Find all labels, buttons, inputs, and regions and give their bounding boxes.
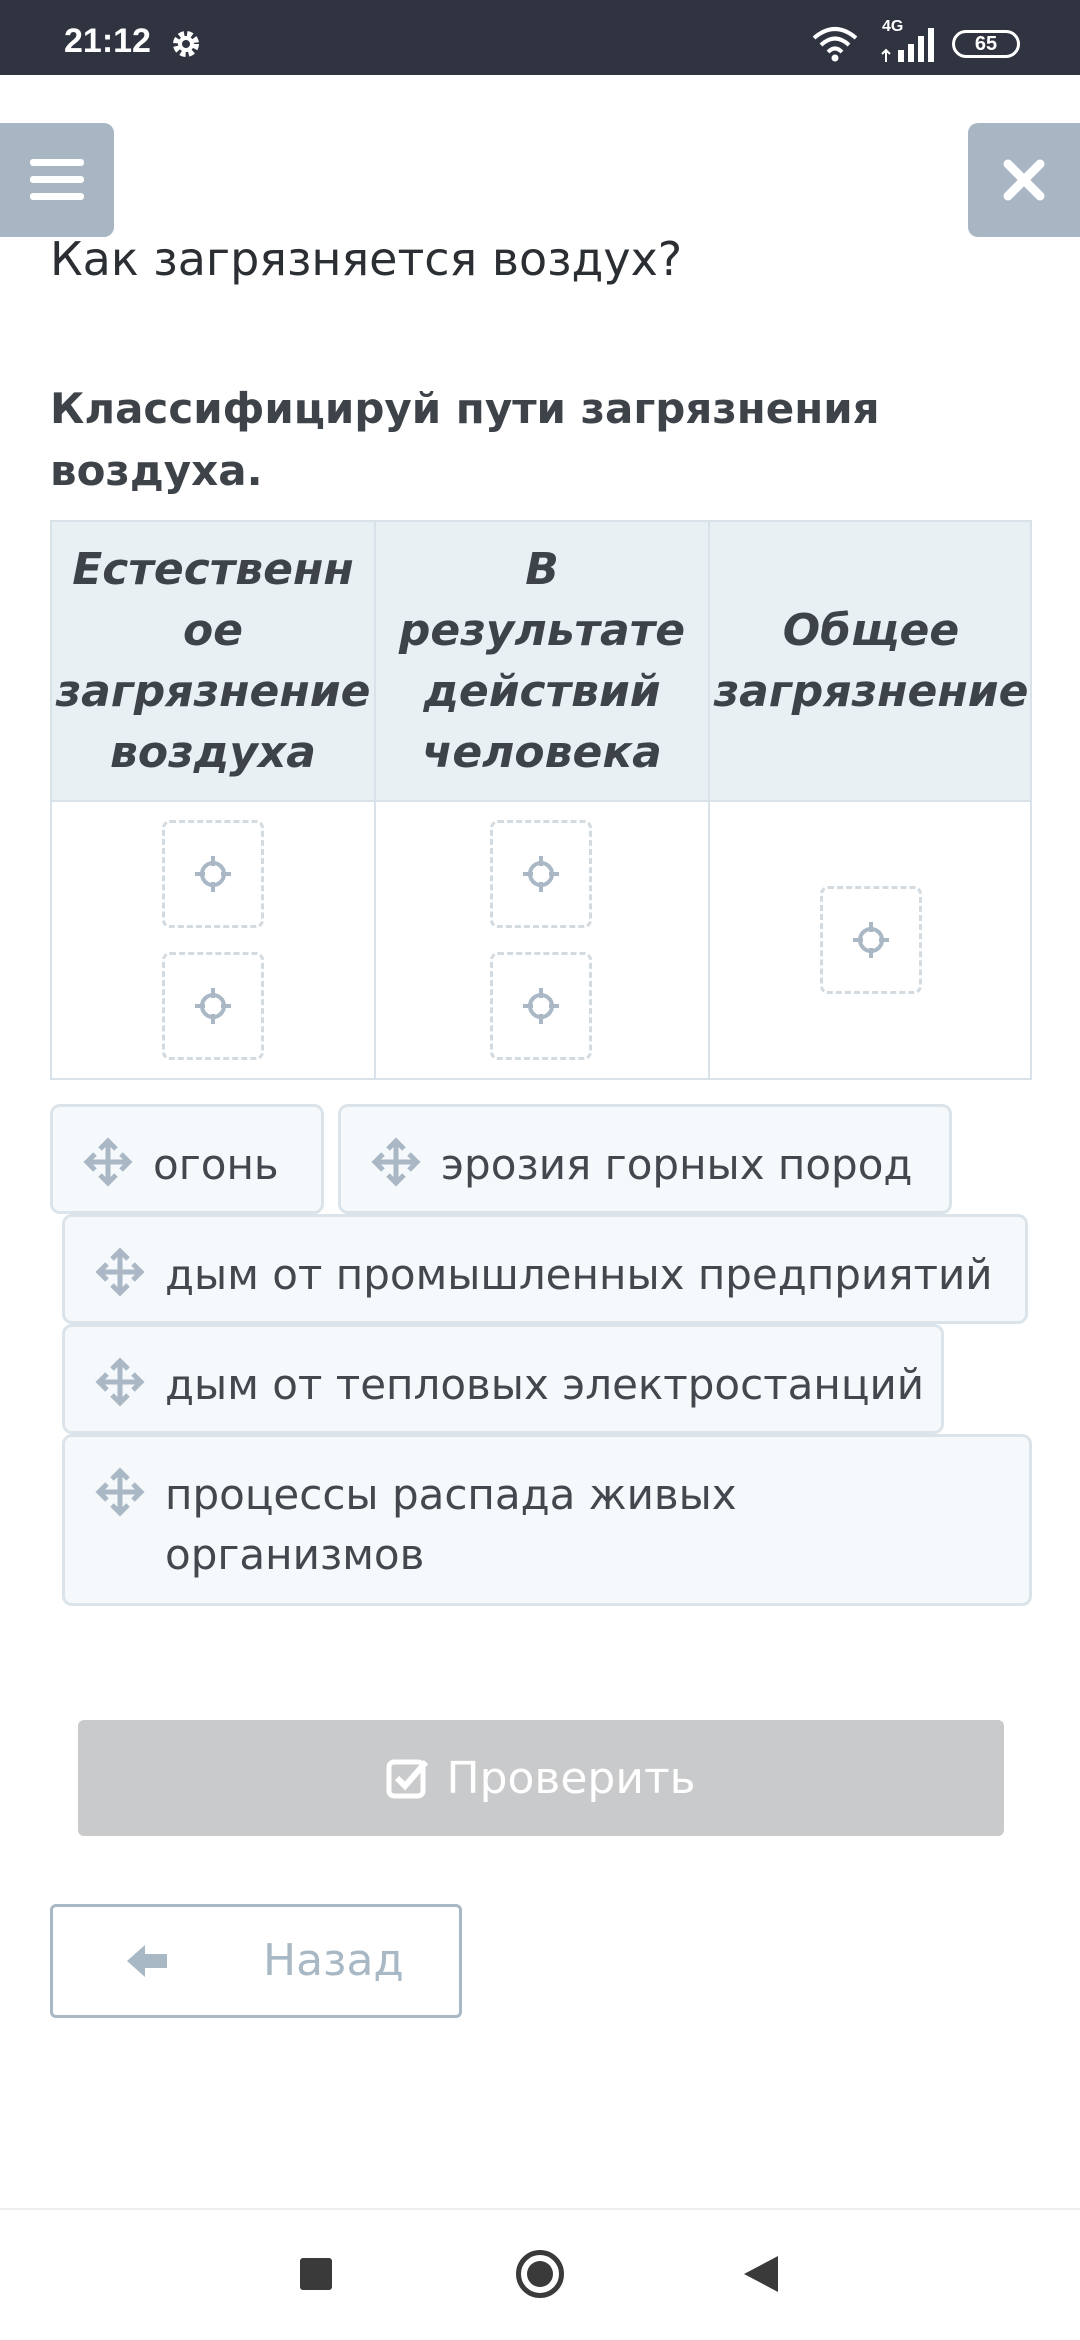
target-icon [521, 986, 561, 1026]
signal-icon [880, 22, 940, 64]
drag-item-rock-erosion[interactable] [338, 1104, 952, 1214]
check-button-label: Проверить [446, 1752, 696, 1804]
check-button[interactable] [78, 1720, 1004, 1836]
drop-slot[interactable] [162, 952, 264, 1060]
drag-item-label: огонь [153, 1140, 279, 1189]
gear-icon [170, 28, 202, 60]
move-icon [95, 1467, 145, 1517]
target-icon [851, 920, 891, 960]
drag-item-label: дым от промышленных предприятий [165, 1250, 993, 1299]
drop-slot[interactable] [820, 886, 922, 994]
drag-item-decay-processes[interactable] [62, 1434, 1032, 1606]
drag-item-label: процессы распада живых организмов [165, 1470, 737, 1579]
column-header-common: Общее загрязнение [713, 605, 1029, 717]
nav-back-icon[interactable] [742, 2254, 780, 2294]
target-icon [193, 854, 233, 894]
column-header-natural: Естественн ое загрязнение воздуха [55, 544, 371, 778]
status-bar [0, 0, 1080, 75]
target-icon [193, 986, 233, 1026]
arrow-left-icon [123, 1937, 171, 1985]
move-icon [83, 1137, 133, 1187]
navigation-bar [0, 2210, 1080, 2340]
back-button[interactable] [50, 1904, 462, 2018]
drag-item-industrial-smoke[interactable] [62, 1214, 1028, 1324]
menu-button[interactable] [0, 123, 114, 237]
recent-apps-button[interactable] [300, 2258, 332, 2290]
target-icon [521, 854, 561, 894]
page-title: Как загрязняется воздух? [50, 232, 683, 286]
close-button[interactable] [968, 123, 1080, 237]
drag-item-label: эрозия горных пород [441, 1140, 913, 1189]
back-button-label: Назад [263, 1935, 404, 1986]
home-button[interactable] [516, 2250, 564, 2298]
drag-item-label: дым от тепловых электростанций [165, 1360, 925, 1409]
checkbox-icon [386, 1756, 430, 1800]
move-icon [95, 1247, 145, 1297]
column-header-human: В результате действий человека [398, 544, 686, 778]
move-icon [95, 1357, 145, 1407]
close-icon [1002, 158, 1046, 202]
drop-slot[interactable] [490, 820, 592, 928]
classification-table [50, 520, 1032, 1080]
status-time: 21:12 [64, 22, 151, 60]
network-type-label: 4G [882, 18, 904, 35]
wifi-icon [810, 26, 860, 62]
hamburger-icon [30, 159, 84, 201]
drag-item-power-plant-smoke[interactable] [62, 1324, 944, 1434]
move-icon [371, 1137, 421, 1187]
drop-slot[interactable] [490, 952, 592, 1060]
task-instruction: Классифицируй пути загрязнения воздуха. [50, 384, 880, 495]
battery-icon: 65 [952, 30, 1020, 58]
drag-item-fire[interactable] [50, 1104, 324, 1214]
drop-slot[interactable] [162, 820, 264, 928]
